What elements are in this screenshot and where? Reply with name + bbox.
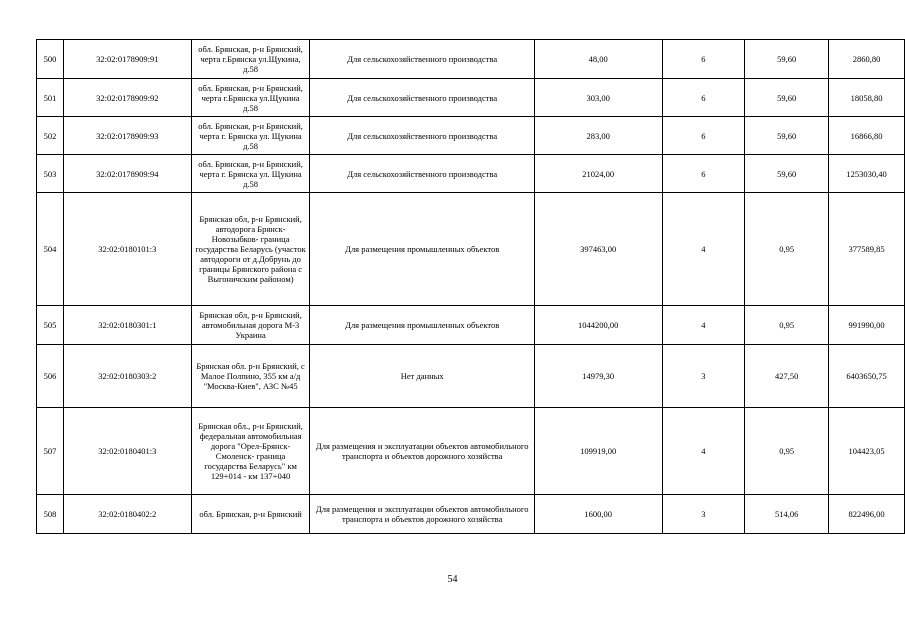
cadastral-value-cell: 991990,00 bbox=[829, 306, 905, 345]
cadastral-value-cell: 822496,00 bbox=[829, 495, 905, 534]
table-row bbox=[37, 155, 905, 193]
area-cell: 1600,00 bbox=[534, 495, 662, 534]
area-cell: 1044200,00 bbox=[534, 306, 662, 345]
cadastral-number-cell: 32:02:0178909:93 bbox=[63, 117, 191, 155]
cadastral-value-cell: 18058,80 bbox=[829, 79, 905, 117]
cadastral-value-cell: 2860,80 bbox=[829, 40, 905, 79]
table-row bbox=[37, 408, 905, 495]
address-cell: обл. Брянская, р-н Брянский, черта г. Брянска ул. Щукина д.58 bbox=[191, 155, 310, 193]
table-row bbox=[37, 40, 905, 79]
cadastral-value-cell: 104423,05 bbox=[829, 408, 905, 495]
area-cell: 109919,00 bbox=[534, 408, 662, 495]
specific-value-cell: 59,60 bbox=[745, 155, 829, 193]
cadastral-number-cell: 32:02:0180402:2 bbox=[63, 495, 191, 534]
cadastral-value-cell: 6403650,75 bbox=[829, 345, 905, 408]
row-number-cell: 501 bbox=[37, 79, 64, 117]
land-use-cell: Для сельскохозяйственного производства bbox=[310, 79, 534, 117]
area-cell: 48,00 bbox=[534, 40, 662, 79]
area-cell: 283,00 bbox=[534, 117, 662, 155]
address-cell: Брянская обл, р-н Брянский, автодорога Брянск- Новозыбков- граница государства Беларусь (участок автодороги от д.Добрунь до границы Брянского района с Выгоничским районом) bbox=[191, 193, 310, 306]
group-cell: 6 bbox=[662, 40, 745, 79]
group-cell: 4 bbox=[662, 408, 745, 495]
specific-value-cell: 59,60 bbox=[745, 117, 829, 155]
cadastral-number-cell: 32:02:0180303:2 bbox=[63, 345, 191, 408]
row-number-cell: 503 bbox=[37, 155, 64, 193]
address-cell: Брянская обл., р-н Брянский, федеральная автомобильная дорога "Орел-Брянск-Смоленск- граница государства Беларусь" км 129+014 - км 137+040 bbox=[191, 408, 310, 495]
cadastral-number-cell: 32:02:0178909:94 bbox=[63, 155, 191, 193]
row-number-cell: 508 bbox=[37, 495, 64, 534]
table-row bbox=[37, 345, 905, 408]
table-body bbox=[37, 40, 905, 534]
specific-value-cell: 0,95 bbox=[745, 408, 829, 495]
address-cell: обл. Брянская, р-н Брянский bbox=[191, 495, 310, 534]
table-row bbox=[37, 193, 905, 306]
cadastral-value-cell: 1253030,40 bbox=[829, 155, 905, 193]
cadastral-value-cell: 377589,85 bbox=[829, 193, 905, 306]
land-use-cell: Для размещения промышленных объектов bbox=[310, 306, 534, 345]
group-cell: 6 bbox=[662, 117, 745, 155]
area-cell: 21024,00 bbox=[534, 155, 662, 193]
group-cell: 6 bbox=[662, 79, 745, 117]
cadastral-number-cell: 32:02:0180401:3 bbox=[63, 408, 191, 495]
area-cell: 14979,30 bbox=[534, 345, 662, 408]
address-cell: Брянская обл, р-н Брянский, автомобильная дорога М-3 Украина bbox=[191, 306, 310, 345]
row-number-cell: 502 bbox=[37, 117, 64, 155]
land-use-cell: Для размещения и эксплуатации объектов автомобильного транспорта и объектов дорожного хозяйства bbox=[310, 495, 534, 534]
row-number-cell: 500 bbox=[37, 40, 64, 79]
table-row bbox=[37, 117, 905, 155]
group-cell: 4 bbox=[662, 193, 745, 306]
row-number-cell: 506 bbox=[37, 345, 64, 408]
row-number-cell: 504 bbox=[37, 193, 64, 306]
specific-value-cell: 59,60 bbox=[745, 40, 829, 79]
group-cell: 6 bbox=[662, 155, 745, 193]
land-use-cell: Для размещения и эксплуатации объектов автомобильного транспорта и объектов дорожного хозяйства bbox=[310, 408, 534, 495]
specific-value-cell: 0,95 bbox=[745, 306, 829, 345]
table-row bbox=[37, 306, 905, 345]
cadastral-number-cell: 32:02:0178909:91 bbox=[63, 40, 191, 79]
group-cell: 4 bbox=[662, 306, 745, 345]
address-cell: Брянская обл. р-н Брянский, с Малое Полпино, 355 км а/д "Москва-Киев", АЗС №45 bbox=[191, 345, 310, 408]
row-number-cell: 507 bbox=[37, 408, 64, 495]
area-cell: 303,00 bbox=[534, 79, 662, 117]
group-cell: 3 bbox=[662, 495, 745, 534]
land-use-cell: Для сельскохозяйственного производства bbox=[310, 117, 534, 155]
cadastral-number-cell: 32:02:0178909:92 bbox=[63, 79, 191, 117]
land-use-cell: Для сельскохозяйственного производства bbox=[310, 40, 534, 79]
specific-value-cell: 0,95 bbox=[745, 193, 829, 306]
page-number: 54 bbox=[447, 574, 458, 585]
row-number-cell: 505 bbox=[37, 306, 64, 345]
group-cell: 3 bbox=[662, 345, 745, 408]
specific-value-cell: 514,06 bbox=[745, 495, 829, 534]
address-cell: обл. Брянская, р-н Брянский, черта г.Брянска ул.Щукина д.58 bbox=[191, 79, 310, 117]
specific-value-cell: 427,50 bbox=[745, 345, 829, 408]
land-use-cell: Нет данных bbox=[310, 345, 534, 408]
area-cell: 397463,00 bbox=[534, 193, 662, 306]
cadastral-number-cell: 32:02:0180101:3 bbox=[63, 193, 191, 306]
specific-value-cell: 59,60 bbox=[745, 79, 829, 117]
table-row bbox=[37, 495, 905, 534]
land-use-cell: Для сельскохозяйственного производства bbox=[310, 155, 534, 193]
cadastral-value-cell: 16866,80 bbox=[829, 117, 905, 155]
cadastral-number-cell: 32:02:0180301:1 bbox=[63, 306, 191, 345]
table-row bbox=[37, 79, 905, 117]
cadastral-value-table bbox=[36, 39, 905, 534]
land-use-cell: Для размещения промышленных объектов bbox=[310, 193, 534, 306]
address-cell: обл. Брянская, р-н Брянский, черта г. Брянска ул. Щукина д.58 bbox=[191, 117, 310, 155]
address-cell: обл. Брянская, р-н Брянский, черта г.Брянска ул.Щукина, д.58 bbox=[191, 40, 310, 79]
